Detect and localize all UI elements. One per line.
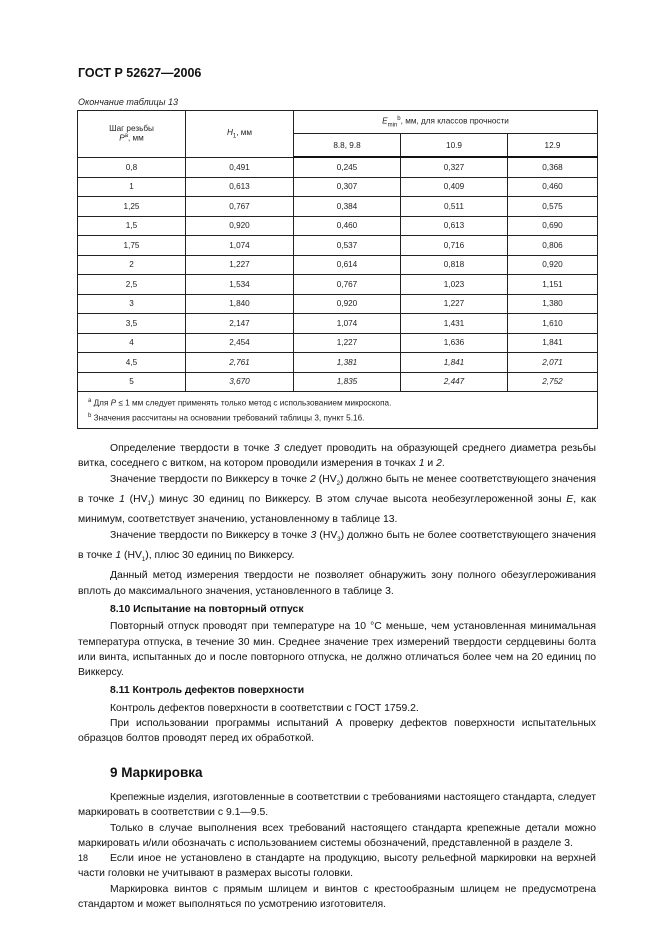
table-row: 2,5 1,534 0,767 1,023 1,151 [78, 275, 598, 295]
section-9-title: 9 Маркировка [110, 764, 203, 780]
header-emin: $E_{min}^b$, мм, для классов прочности [294, 111, 598, 134]
paragraph: Значение твердости по Виккерсу в точке 2 $(HV_2)$ должно быть не менее соответствующего значения в точке 1 $(HV_1)$ минус 30 единиц по Виккерсу. В этом случае высота необезуглероженной зоны E, как минимум, соответствует значению, установленному в таблице 13. [78, 473, 596, 526]
paragraph: Данный метод измерения твердости не позволяет обнаружить зону полного обезуглероживания вплоть до максимального значения, установленного в таблице 3. [78, 570, 596, 597]
paragraph: Значение твердости по Виккерсу в точке 3 $(HV_3)$ должно быть не более соответствующего значения в точке 1 $(HV_1)$, плюс 30 единиц по Виккерсу. [78, 529, 596, 564]
page-number: 18 [78, 853, 89, 863]
table-row: 1 0,613 0,307 0,409 0,460 [78, 177, 598, 197]
table-row: 4 2,454 1,227 1,636 1,841 [78, 333, 598, 353]
header-class-3: 12.9 [508, 134, 598, 158]
table-13 [77, 110, 598, 429]
table-footnotes [78, 392, 598, 429]
paragraph: Только в случае выполнения всех требований настоящего стандарта крепежные детали можно маркировать и/или обозначать с использованием системы обозначений, представленной в разделе 3. [78, 822, 596, 849]
section-8-11-title: 8.11 Контроль дефектов поверхности [110, 685, 305, 697]
paragraph: При использовании программы испытаний А проверку дефектов поверхности испытательных образцов болтов проводят перед их обработкой. [78, 718, 596, 745]
document-header: ГОСТ Р 52627—2006 [78, 66, 202, 80]
body-text [78, 441, 596, 912]
paragraph: Повторный отпуск проводят при температуре на 10 °С меньше, чем установленная минимальная температура отпуска, в течение 30 мин. Среднее значение трех измерений твердости сердцевины болта или винта, испытанных до и после повторного отпуска, не должно отличаться более чем на 20 единиц по Виккерсу. [78, 621, 596, 679]
table-row: 1,75 1,074 0,537 0,716 0,806 [78, 236, 598, 256]
paragraph: Маркировка винтов с прямым шлицем и винтов с крестообразным шлицем не предусмотрена стандартом и может выполняться по усмотрению изготовителя. [78, 883, 596, 911]
table-row: 4,5 2,761 1,381 1,841 2,071 [78, 353, 598, 373]
table-row: 0,8 0,491 0,245 0,327 0,368 [78, 157, 598, 177]
section-8-10-title: 8.10 Испытание на повторный отпуск [110, 603, 304, 615]
table-row: 1,25 0,767 0,384 0,511 0,575 [78, 197, 598, 217]
paragraph: Если иное не установлено в стандарте на продукцию, высоту рельефной маркировки на верхней части головки не учитывают в размерах высоты головки. [78, 853, 596, 880]
header-h1: $H_1$, мм [186, 111, 294, 158]
paragraph: Крепежные изделия, изготовленные в соответствии с требованиями настоящего стандарта, следует маркировать в соответствии с 9.1—9.5. [78, 791, 596, 819]
table-row: 1,5 0,920 0,460 0,613 0,690 [78, 216, 598, 236]
header-class-2: 10.9 [401, 134, 508, 158]
paragraph: Контроль дефектов поверхности в соответствии с ГОСТ 1759.2. [110, 702, 419, 714]
table-row: 3,5 2,147 1,074 1,431 1,610 [78, 314, 598, 334]
table-row: 3 1,840 0,920 1,227 1,380 [78, 294, 598, 314]
table-row: 5 3,670 1,835 2,447 2,752 [78, 372, 598, 392]
header-pitch: Шаг резьбы $P^a$, мм [78, 111, 186, 158]
footnote-b: $^b$ Значения рассчитаны на основании требований таблицы 3, пункт 5.16. [88, 412, 365, 423]
table-row: 2 1,227 0,614 0,818 0,920 [78, 255, 598, 275]
header-class-1: 8.8, 9.8 [294, 134, 401, 158]
table-caption: Окончание таблицы 13 [78, 97, 178, 107]
paragraph: Определение твердости в точке 3 следует проводить на образующей среднего диаметра резьбы витка, соседнего с витком, на котором проводили измерения в точках 1 и 2. [78, 443, 596, 470]
footnote-a: $^a$ Для P ≤ 1 мм следует применять только метод с использованием микроскопа. [88, 398, 392, 408]
